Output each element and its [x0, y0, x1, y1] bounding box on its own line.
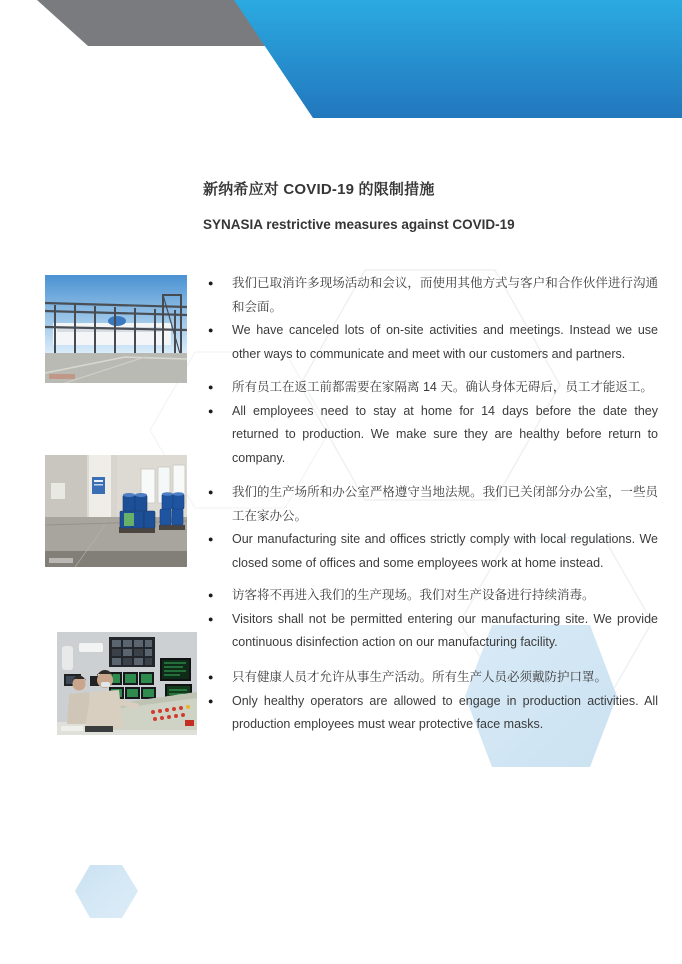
- factory-exterior-photo: [45, 275, 187, 383]
- measure-group-1: [203, 272, 658, 366]
- bullet-icon: ●: [208, 278, 214, 288]
- measure-en-row: [203, 528, 658, 575]
- measure-en-text: Only healthy operators are allowed to engage in production activities. All production employees must wear protective face masks.: [232, 693, 658, 731]
- measure-zh-text: 访客将不再进入我们的生产现场。我们对生产设备进行持续消毒。: [232, 588, 595, 602]
- measure-en-row: [203, 608, 658, 655]
- measure-group-4: [203, 584, 658, 655]
- measure-group-3: [203, 481, 658, 575]
- measure-zh-text: 我们的生产场所和办公室严格遵守当地法规。我们已关闭部分办公室，一些员工在家办公。: [232, 485, 658, 523]
- measure-zh-row: [203, 481, 658, 528]
- page-title-en: SYNASIA restrictive measures against COVID-19: [203, 217, 515, 232]
- measure-zh-text: 我们已取消许多现场活动和会议，而使用其他方式与客户和合作伙伴进行沟通和会面。: [232, 276, 658, 314]
- measure-en-text: Visitors shall not be permitted entering our manufacturing site. We provide continuous disinfection action on our manufacturing facility.: [232, 611, 658, 649]
- control-room-photo: [57, 632, 197, 735]
- bullet-icon: ●: [208, 695, 214, 706]
- bullet-icon: ●: [208, 613, 214, 624]
- bullet-icon: ●: [208, 325, 214, 335]
- measure-zh-row: [203, 272, 658, 319]
- hexagon-small: [75, 865, 138, 918]
- photo-watermark: [49, 374, 75, 379]
- measure-group-2: [203, 376, 658, 470]
- page-title-zh: 新纳希应对 COVID-19 的限制措施: [203, 181, 435, 198]
- bullet-icon: ●: [208, 672, 214, 682]
- measure-zh-text: 只有健康人员才允许从事生产活动。所有生产人员必须戴防护口罩。: [232, 670, 608, 684]
- measure-en-text: Our manufacturing site and offices strictly comply with local regulations. We closed some of offices and some employees work at home instead.: [232, 532, 658, 570]
- measure-en-text: We have canceled lots of on-site activities and meetings. Instead we use other ways to communicate and meet with our customers and partners.: [232, 323, 658, 361]
- measure-en-row: [203, 400, 658, 471]
- banner-blue-shape: [234, 0, 682, 118]
- measure-en-text: All employees need to stay at home for 14 days before the date they returned to production. We make sure they are healthy before return to company.: [232, 403, 658, 465]
- bullet-icon: ●: [208, 487, 214, 497]
- bullet-icon: ●: [208, 382, 214, 392]
- bullet-icon: ●: [208, 534, 214, 544]
- bullet-icon: ●: [208, 405, 214, 416]
- measure-en-row: [203, 319, 658, 366]
- measure-zh-row: [203, 376, 658, 400]
- measure-group-5: [203, 666, 658, 737]
- measure-zh-text: 所有员工在返工前都需要在家隔离 14 天。确认身体无碍后，员工才能返工。: [232, 380, 653, 394]
- warehouse-drums-photo: [45, 455, 187, 567]
- photo-watermark: [61, 726, 83, 731]
- bullet-icon: ●: [208, 590, 214, 600]
- measure-zh-row: [203, 666, 658, 690]
- measure-zh-row: [203, 584, 658, 608]
- photo-watermark: [49, 558, 73, 563]
- measure-en-row: [203, 690, 658, 737]
